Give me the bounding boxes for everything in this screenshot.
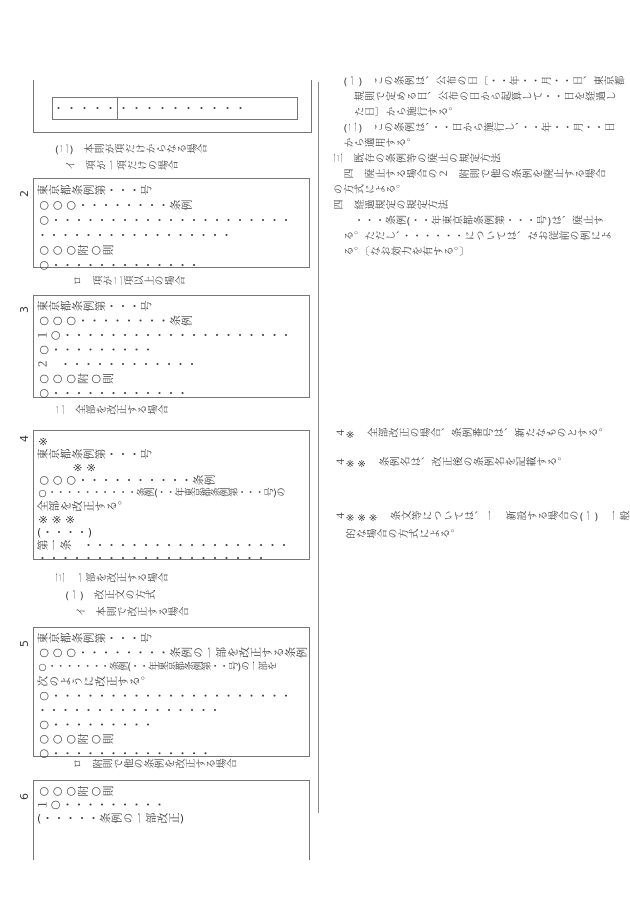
note-4-asterisk: ４※ 全部改正の場合、条例番号は、新たなものとする。: [335, 429, 609, 440]
example-number-4: 4: [18, 435, 31, 442]
note-4-triple-asterisk: ４※※※ 条文等については、一 新設する場合の(一) 一般 的な場合の方式による。: [335, 512, 630, 541]
tier-divider-line: [318, 82, 319, 813]
example-box-3: [33, 295, 310, 398]
example-6-text: ○○○附○則 １○・・・・・・・・・ (・・・・・条例の一部改正): [37, 785, 185, 825]
example-number-6: 6: [18, 793, 31, 800]
example-box-1-continuation: [33, 80, 312, 133]
heading-ro-fusoku-kaisei: ロ 附則で他の条例を改正する場合: [72, 760, 237, 771]
example-number-5: 5: [18, 640, 31, 647]
notes-sekou-haishi-keika: (一) この条例は、公布の日〔・・年・・月・・日、東京都 規則で定める日、公布の日から起算して・・日を経過し た日〕から施行する。 (二) この条例は、・・日から施行し、・・年・・月・・日 から適用する。 三 既存の条例等の廃止の規定方法 四 廃止する場合の２ 附則で他の条例を廃止する場合 の方式による。 四 経過規定の規定方法 ・・・条例(・・年東京都条例第・・・号)は、廃止す る。ただし、・・・・・・については、なお従前の例によ る。〔なお効力を有する。〕: [333, 77, 626, 259]
example-box-2: [33, 178, 310, 272]
example-4-text: ※ 東京都条例第・・・号 ※※ ○○○・・・・・・・・・・条例 ○・・・・・・・・・・条例(・・年東京都条例第・・・号)の 全部を改正する。 ※※※ (・・・・) 第一条 ・・・・・・・・・・・・・・・・・・ ・・・・・・・・・・・・・・・・・・・・: [37, 435, 290, 565]
table-cell-top: ・・・・・: [53, 98, 118, 119]
table-cell-bottom: ・・・・・・・・・・: [118, 102, 248, 115]
example-3-text: 東京都条例第・・・号 ○○○・・・・・・・・条例 １○・・・・・・・・・・・・・・・・・・・・ ○・・・・・・・・・ ２ ・・・・・・・・・・・・ ○○○附○則 ○・・・・・・・・・・・・: [37, 300, 292, 400]
example-box-5: [33, 627, 310, 761]
heading-honsoku-ko: (二) 本則が項だけからなる場合 イ 項が一項だけの場合: [55, 145, 208, 173]
heading-zenbu-kaisei: 二 全部を改正する場合: [55, 406, 169, 417]
example-box-4: [33, 430, 310, 565]
heading-ichibu-kaisei: 三 一部を改正する場合 (一) 改正文の方式 イ 本則で改正する場合: [55, 574, 189, 619]
example-2-text: 東京都条例第・・・号 ○○○・・・・・・・・条例 ○・・・・・・・・・・・・・・・・・・・・・ ・・・・・・・・・・・・・・・・・ ○○○附○則 ○・・・・・・・・・・・・・: [37, 184, 292, 272]
example-number-3: 3: [18, 306, 31, 313]
example-1-inner-table: [52, 97, 298, 120]
example-number-2: 2: [18, 190, 31, 197]
heading-ro-two-items: ロ 項が二項以上の場合: [72, 277, 186, 288]
note-4-double-asterisk: ４※※ 条例名は、改正後の条例名を記載する。: [335, 458, 568, 469]
example-5-text: 東京都条例第・・・号 ○○○・・・・・・・・条例の一部を改正する条例 ○・・・・・・・条例(・・年東京都条例第・・号)の一部を 次のように改正する。 ○・・・・・・・・・・・・・・・・・・・・・ ・・・・・・・・・・・・・・・・ ○・・・・・・・・・ ○○○附○則 ○・・・・・・・・・・・・・・: [37, 632, 308, 761]
example-box-6-continuation: [33, 780, 310, 860]
